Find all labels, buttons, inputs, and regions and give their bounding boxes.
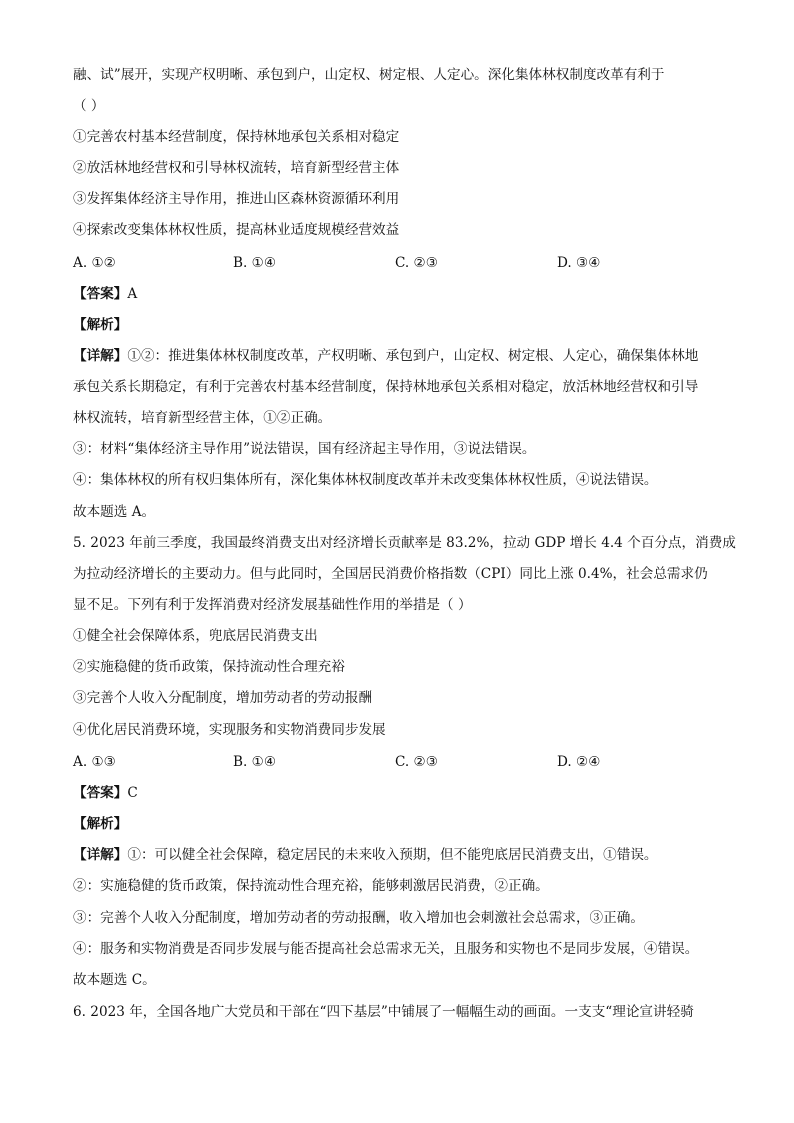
q5-item-3: ③完善个人收入分配制度，增加劳动者的劳动报酬 xyxy=(73,690,373,706)
q5-answer xyxy=(73,784,138,802)
detail-text: ①：可以健全社会保障，稳定居民的未来收入预期，但不能兜底居民消费支出，①错误。 xyxy=(127,847,658,863)
prev-item-3: ③发挥集体经济主导作用，推进山区森林资源循环利用 xyxy=(73,191,400,207)
q5-option-d: D. ②④ xyxy=(557,754,601,770)
prev-detail-line2: 承包关系长期稳定，有利于完善农村基本经营制度，保持林地承包关系相对稳定，放活林地经营权和引导 xyxy=(73,379,699,395)
prev-answer xyxy=(73,285,137,303)
q5-stem-line1: 5. 2023 年前三季度，我国最终消费支出对经济增长贡献率是 83.2%，拉动 GDP 增长 4.4 个百分点，消费成 xyxy=(73,535,736,551)
q5-item-2: ②实施稳健的货币政策，保持流动性合理充裕 xyxy=(73,659,345,675)
prev-detail-line3: 林权流转，培育新型经营主体，①②正确。 xyxy=(73,410,332,426)
q5-conclusion: 故本题选 C。 xyxy=(73,972,156,988)
prev-option-b: B. ①④ xyxy=(233,255,277,271)
q5-analysis-tag: 【解析】 xyxy=(73,816,128,832)
answer-tag: 【答案】 xyxy=(73,785,128,801)
q5-stem-line3: 显不足。下列有利于发挥消费对经济发展基础性作用的举措是（ ） xyxy=(73,597,472,613)
q5-detail-line3: ③：完善个人收入分配制度，增加劳动者的劳动报酬，收入增加也会刺激社会总需求，③正确。 xyxy=(73,910,644,926)
prev-item-1: ①完善农村基本经营制度，保持林地承包关系相对稳定 xyxy=(73,129,400,145)
q5-stem-line2: 为拉动经济增长的主要动力。但与此同时，全国居民消费价格指数（CPI）同比上涨 0.4%，社会总需求仍 xyxy=(73,566,708,582)
prev-conclusion: 故本题选 A。 xyxy=(73,504,156,520)
prev-stem-line2: （ ） xyxy=(73,98,105,114)
detail-text: ①②：推进集体林权制度改革，产权明晰、承包到户，山定权、树定根、人定心，确保集体林地 xyxy=(127,348,699,364)
prev-option-a: A. ①② xyxy=(73,255,116,271)
q5-detail-line4: ④：服务和实物消费是否同步发展与能否提高社会总需求无关，且服务和实物也不是同步发展，④错误。 xyxy=(73,941,699,957)
q5-item-4: ④优化居民消费环境，实现服务和实物消费同步发展 xyxy=(73,722,386,738)
prev-detail-line5: ④：集体林权的所有权归集体所有，深化集体林权制度改革并未改变集体林权性质，④说法错误。 xyxy=(73,472,658,488)
detail-tag: 【详解】 xyxy=(73,847,128,863)
prev-item-4: ④探索改变集体林权性质，提高林业适度规模经营效益 xyxy=(73,222,400,238)
q5-item-1: ①健全社会保障体系，兜底居民消费支出 xyxy=(73,628,318,644)
prev-stem-line1: 融、试”展开，实现产权明晰、承包到户，山定权、树定根、人定心。深化集体林权制度改革有利于 xyxy=(73,67,665,83)
answer-value: C xyxy=(127,785,138,801)
answer-value: A xyxy=(127,286,138,302)
prev-analysis-tag: 【解析】 xyxy=(73,317,128,333)
detail-tag: 【详解】 xyxy=(73,348,128,364)
prev-item-2: ②放活林地经营权和引导林权流转，培育新型经营主体 xyxy=(73,160,400,176)
prev-detail-line1 xyxy=(73,347,698,365)
q6-stem-line1: 6. 2023 年，全国各地广大党员和干部在“四下基层”中铺展了一幅幅生动的画面。一支支“理论宣讲轻骑 xyxy=(73,1004,694,1020)
answer-tag: 【答案】 xyxy=(73,286,128,302)
q5-detail-line1 xyxy=(73,846,658,864)
q5-option-b: B. ①④ xyxy=(233,754,277,770)
prev-option-c: C. ②③ xyxy=(395,255,438,271)
q5-option-c: C. ②③ xyxy=(395,754,438,770)
q5-detail-line2: ②：实施稳健的货币政策，保持流动性合理充裕，能够刺激居民消费，②正确。 xyxy=(73,878,549,894)
q5-option-a: A. ①③ xyxy=(73,754,116,770)
prev-option-d: D. ③④ xyxy=(557,255,601,271)
prev-detail-line4: ③：材料“集体经济主导作用”说法错误，国有经济起主导作用，③说法错误。 xyxy=(73,441,536,457)
